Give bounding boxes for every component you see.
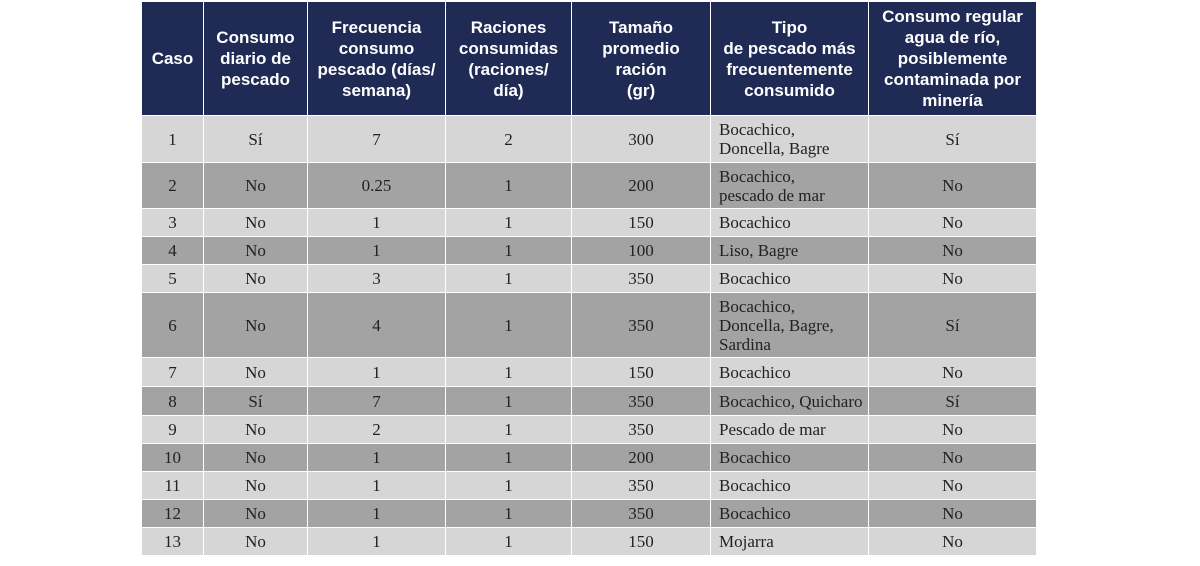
cell-caso: 10 bbox=[142, 444, 204, 472]
cell-consumo-diario: No bbox=[204, 293, 308, 358]
table-row bbox=[142, 472, 1037, 500]
cell-tipo-line: Bocachico, Quicharo bbox=[719, 391, 863, 411]
cell-tamano: 200 bbox=[572, 163, 711, 209]
cell-tamano: 350 bbox=[572, 416, 711, 444]
table-row bbox=[142, 500, 1037, 528]
column-header-line: ración bbox=[615, 59, 667, 79]
cell-tipo-pescado bbox=[711, 116, 869, 163]
cell-tipo-line: Doncella, Bagre, bbox=[719, 315, 834, 335]
column-header-line: Caso bbox=[151, 49, 194, 68]
cell-caso: 5 bbox=[142, 265, 204, 293]
cell-consumo-diario: No bbox=[204, 444, 308, 472]
cell-tipo-pescado bbox=[711, 500, 869, 528]
header-row bbox=[142, 2, 1037, 116]
table-row bbox=[142, 416, 1037, 444]
column-header-line: Tipo bbox=[771, 17, 808, 37]
cell-tipo-line: Mojarra bbox=[719, 532, 774, 551]
cell-caso: 2 bbox=[142, 163, 204, 209]
cell-agua-rio: No bbox=[869, 163, 1037, 209]
cell-tipo-pescado bbox=[711, 237, 869, 265]
cell-tipo-line: Bocachico bbox=[719, 448, 791, 467]
cell-agua-rio: No bbox=[869, 500, 1037, 528]
cell-frecuencia: 1 bbox=[308, 209, 446, 237]
cell-tipo-line: Bocachico, bbox=[719, 120, 795, 139]
cell-raciones: 1 bbox=[446, 416, 572, 444]
cell-tipo-line: Bocachico bbox=[719, 476, 791, 495]
cell-raciones: 1 bbox=[446, 472, 572, 500]
table-row bbox=[142, 387, 1037, 416]
column-header-line: de pescado más bbox=[723, 38, 856, 58]
column-header-line: minería bbox=[922, 91, 983, 110]
cell-consumo-diario: No bbox=[204, 163, 308, 209]
cell-tipo-pescado bbox=[711, 163, 869, 209]
cell-tipo-pescado bbox=[711, 444, 869, 472]
table-header bbox=[142, 2, 1037, 116]
column-header-line: Consumo regular bbox=[882, 7, 1023, 26]
cell-tipo-pescado bbox=[711, 265, 869, 293]
cell-caso: 7 bbox=[142, 358, 204, 387]
cell-tamano: 300 bbox=[572, 116, 711, 163]
table-row bbox=[142, 444, 1037, 472]
cell-raciones: 1 bbox=[446, 444, 572, 472]
cell-frecuencia: 1 bbox=[308, 237, 446, 265]
cell-tamano: 150 bbox=[572, 209, 711, 237]
cell-caso: 1 bbox=[142, 116, 204, 163]
cell-tipo-line: Sardina bbox=[719, 334, 771, 354]
cell-tipo-line: Liso, Bagre bbox=[719, 241, 799, 260]
cell-agua-rio: No bbox=[869, 528, 1037, 556]
cell-tamano: 350 bbox=[572, 265, 711, 293]
cell-raciones: 1 bbox=[446, 387, 572, 416]
column-header-line: consumidas bbox=[458, 38, 559, 58]
column-header-line: Raciones bbox=[470, 17, 547, 37]
cell-tipo-pescado bbox=[711, 387, 869, 416]
column-header-tamano bbox=[572, 2, 711, 116]
column-header-frecuencia bbox=[308, 2, 446, 116]
column-header-line: Frecuencia bbox=[331, 17, 422, 37]
cell-caso: 12 bbox=[142, 500, 204, 528]
cell-tipo-line: Bocachico, bbox=[719, 166, 795, 186]
cell-tipo-pescado bbox=[711, 528, 869, 556]
cell-agua-rio: No bbox=[869, 265, 1037, 293]
column-header-line: agua de río, bbox=[904, 28, 1001, 47]
column-header-caso bbox=[142, 2, 204, 116]
cell-frecuencia: 4 bbox=[308, 293, 446, 358]
cell-raciones: 1 bbox=[446, 528, 572, 556]
column-header-line: diario de bbox=[220, 49, 291, 68]
cell-consumo-diario: No bbox=[204, 265, 308, 293]
cell-caso: 8 bbox=[142, 387, 204, 416]
cell-raciones: 1 bbox=[446, 163, 572, 209]
column-header-tipo-pescado bbox=[711, 2, 869, 116]
column-header-line: consumo bbox=[338, 38, 415, 58]
cell-frecuencia: 0.25 bbox=[308, 163, 446, 209]
cell-tamano: 350 bbox=[572, 472, 711, 500]
cell-tamano: 350 bbox=[572, 293, 711, 358]
cell-raciones: 1 bbox=[446, 500, 572, 528]
column-header-line: contaminada por bbox=[884, 70, 1021, 89]
table-row bbox=[142, 293, 1037, 358]
column-header-line: promedio bbox=[602, 38, 680, 58]
cell-tipo-line: Pescado de mar bbox=[719, 420, 826, 439]
cell-frecuencia: 7 bbox=[308, 116, 446, 163]
cell-tipo-pescado bbox=[711, 209, 869, 237]
fish-consumption-table-container bbox=[141, 1, 1036, 556]
cell-caso: 9 bbox=[142, 416, 204, 444]
cell-tamano: 350 bbox=[572, 500, 711, 528]
cell-agua-rio: No bbox=[869, 358, 1037, 387]
cell-tipo-line: Doncella, Bagre bbox=[719, 139, 830, 158]
cell-agua-rio: Sí bbox=[869, 387, 1037, 416]
fish-consumption-table bbox=[141, 1, 1037, 556]
cell-frecuencia: 1 bbox=[308, 528, 446, 556]
cell-raciones: 1 bbox=[446, 237, 572, 265]
table-row bbox=[142, 163, 1037, 209]
cell-frecuencia: 2 bbox=[308, 416, 446, 444]
cell-tamano: 150 bbox=[572, 528, 711, 556]
cell-tipo-line: Bocachico bbox=[719, 362, 791, 382]
cell-raciones: 1 bbox=[446, 358, 572, 387]
cell-tipo-pescado bbox=[711, 293, 869, 358]
cell-agua-rio: Sí bbox=[869, 293, 1037, 358]
cell-tipo-pescado bbox=[711, 472, 869, 500]
column-header-line: pescado bbox=[221, 70, 290, 89]
column-header-line: frecuentemente bbox=[726, 59, 853, 79]
cell-tamano: 200 bbox=[572, 444, 711, 472]
cell-raciones: 1 bbox=[446, 265, 572, 293]
cell-consumo-diario: No bbox=[204, 416, 308, 444]
cell-agua-rio: Sí bbox=[869, 116, 1037, 163]
column-header-line: (raciones/ bbox=[468, 59, 549, 79]
column-header-line: consumido bbox=[744, 80, 835, 100]
column-header-line: pescado (días/ bbox=[317, 59, 436, 79]
cell-agua-rio: No bbox=[869, 237, 1037, 265]
cell-tipo-line: pescado de mar bbox=[719, 185, 825, 205]
table-row bbox=[142, 237, 1037, 265]
cell-tipo-line: Bocachico bbox=[719, 213, 791, 232]
cell-consumo-diario: No bbox=[204, 237, 308, 265]
column-header-raciones bbox=[446, 2, 572, 116]
table-row bbox=[142, 116, 1037, 163]
cell-frecuencia: 7 bbox=[308, 387, 446, 416]
column-header-consumo-diario bbox=[204, 2, 308, 116]
table-row bbox=[142, 528, 1037, 556]
cell-consumo-diario: No bbox=[204, 209, 308, 237]
cell-caso: 13 bbox=[142, 528, 204, 556]
column-header-line: Consumo bbox=[216, 28, 295, 47]
cell-caso: 4 bbox=[142, 237, 204, 265]
cell-raciones: 1 bbox=[446, 293, 572, 358]
cell-frecuencia: 1 bbox=[308, 472, 446, 500]
cell-frecuencia: 1 bbox=[308, 500, 446, 528]
column-header-line: semana) bbox=[342, 80, 411, 100]
cell-raciones: 1 bbox=[446, 209, 572, 237]
cell-consumo-diario: Sí bbox=[204, 387, 308, 416]
column-header-line: (gr) bbox=[626, 80, 656, 100]
column-header-agua-rio bbox=[869, 2, 1037, 116]
cell-caso: 6 bbox=[142, 293, 204, 358]
table-row bbox=[142, 265, 1037, 293]
column-header-line: día) bbox=[493, 80, 524, 100]
cell-tipo-line: Bocachico bbox=[719, 504, 791, 523]
cell-consumo-diario: No bbox=[204, 528, 308, 556]
column-header-line: Tamaño bbox=[609, 17, 673, 37]
cell-consumo-diario: No bbox=[204, 358, 308, 387]
cell-tipo-line: Bocachico, bbox=[719, 296, 795, 316]
cell-tamano: 150 bbox=[572, 358, 711, 387]
table-row bbox=[142, 358, 1037, 387]
cell-agua-rio: No bbox=[869, 209, 1037, 237]
cell-agua-rio: No bbox=[869, 472, 1037, 500]
cell-tipo-line: Bocachico bbox=[719, 269, 791, 288]
cell-tipo-pescado bbox=[711, 416, 869, 444]
cell-agua-rio: No bbox=[869, 416, 1037, 444]
cell-tamano: 100 bbox=[572, 237, 711, 265]
cell-tipo-pescado bbox=[711, 358, 869, 387]
cell-agua-rio: No bbox=[869, 444, 1037, 472]
table-body bbox=[142, 116, 1037, 556]
table-row bbox=[142, 209, 1037, 237]
cell-frecuencia: 3 bbox=[308, 265, 446, 293]
cell-frecuencia: 1 bbox=[308, 444, 446, 472]
cell-consumo-diario: No bbox=[204, 472, 308, 500]
cell-raciones: 2 bbox=[446, 116, 572, 163]
cell-caso: 3 bbox=[142, 209, 204, 237]
column-header-line: posiblemente bbox=[897, 49, 1008, 68]
cell-consumo-diario: No bbox=[204, 500, 308, 528]
cell-consumo-diario: Sí bbox=[204, 116, 308, 163]
cell-frecuencia: 1 bbox=[308, 358, 446, 387]
cell-tamano: 350 bbox=[572, 387, 711, 416]
cell-caso: 11 bbox=[142, 472, 204, 500]
